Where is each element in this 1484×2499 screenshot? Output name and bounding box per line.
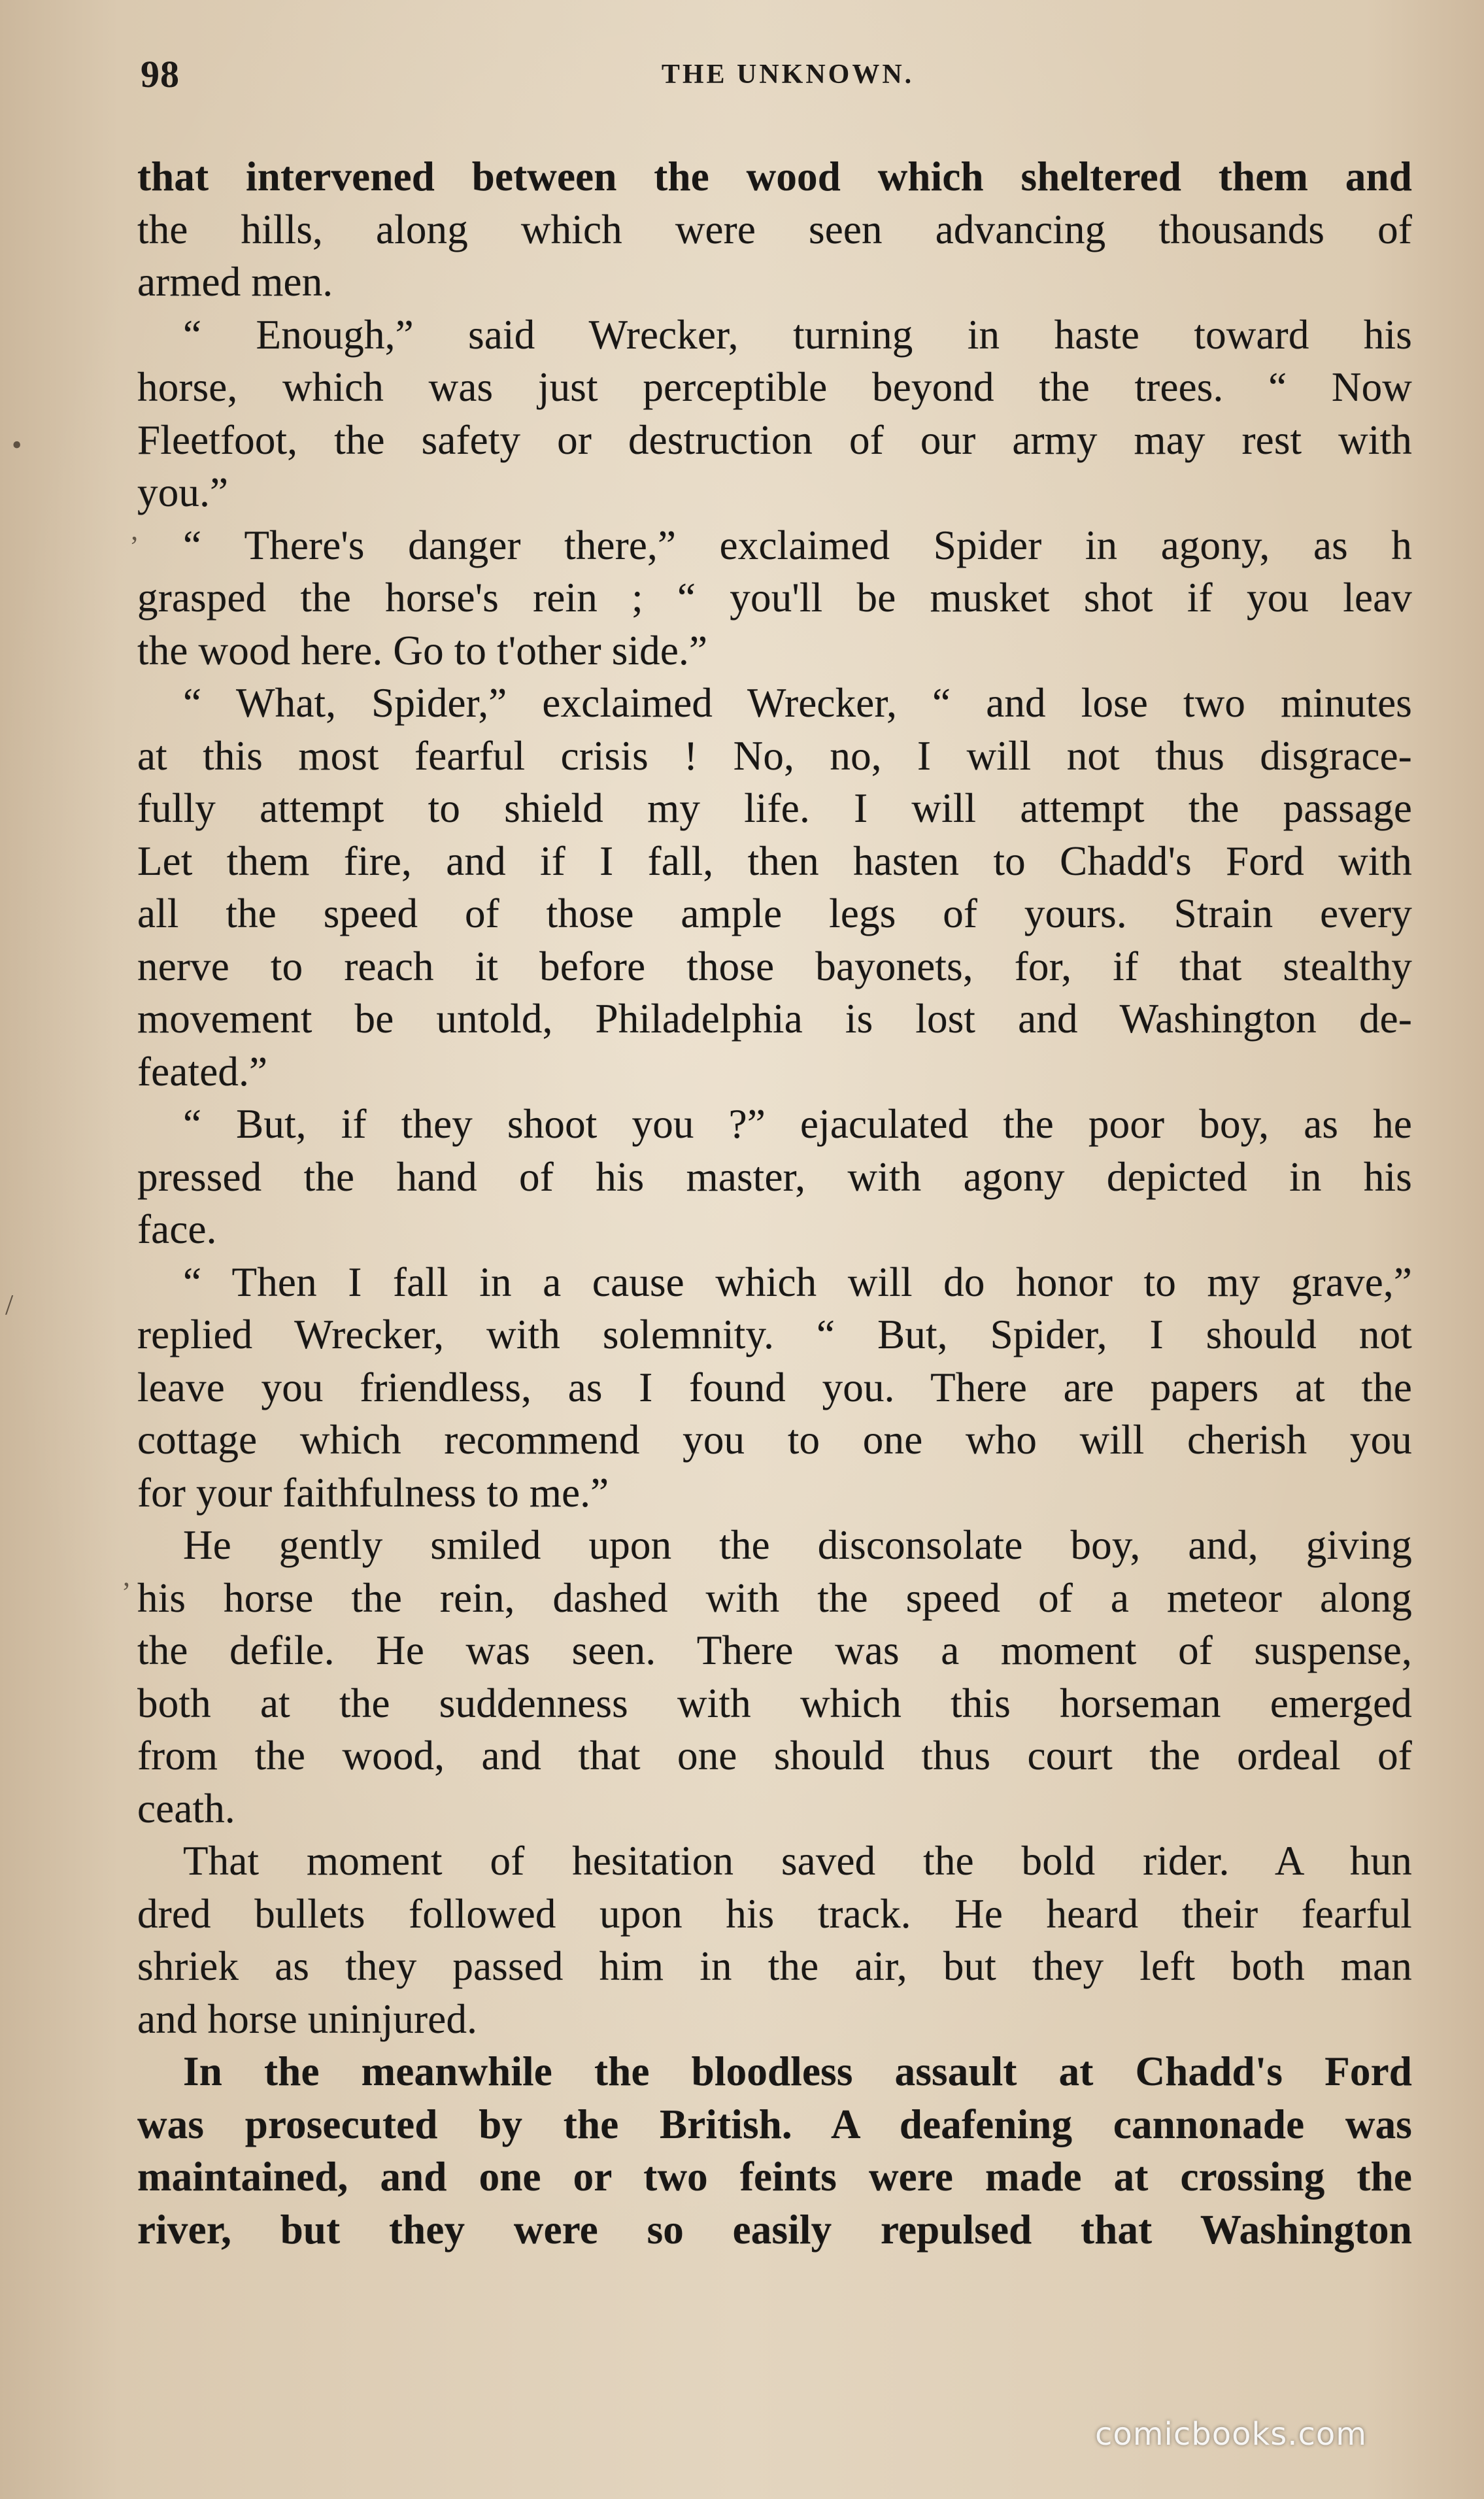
text-line: “ Enough,” said Wrecker, turning in haste toward his: [183, 311, 1412, 358]
text-line: Fleetfoot, the safety or destruction of our army may rest with: [137, 416, 1412, 463]
text-line: horse, which was just perceptible beyond the trees. “ Now: [137, 364, 1412, 410]
text-line: pressed the hand of his master, with agony depicted in his: [137, 1153, 1412, 1200]
text-line: you.”: [137, 469, 229, 515]
text-line: maintained, and one or two feints were made at crossing the: [137, 2154, 1412, 2200]
page-header: [141, 47, 1412, 106]
text-line: “ Then I fall in a cause which will do honor to my grave,”: [183, 1259, 1412, 1305]
text-line: that intervened between the wood which sheltered them and: [137, 154, 1412, 199]
text-line: That moment of hesitation saved the bold rider. A hun: [183, 1838, 1412, 1884]
text-line: his horse the rein, dashed with the speed of a meteor along: [137, 1574, 1412, 1621]
text-line: from the wood, and that one should thus court the ordeal of: [137, 1733, 1412, 1778]
text-line: replied Wrecker, with solemnity. “ But, Spider, I should not: [137, 1312, 1412, 1357]
text-line: was prosecuted by the British. A deafening cannonade was: [137, 2101, 1412, 2147]
margin-mark: ,: [123, 1560, 130, 1592]
text-line: leave you friendless, as I found you. There are papers at the: [137, 1364, 1412, 1410]
text-line: In the meanwhile the bloodless assault at Chadd's Ford: [183, 2048, 1412, 2094]
text-line: fully attempt to shield my life. I will attempt the passage: [137, 785, 1412, 831]
body-text: [137, 150, 1412, 2308]
watermark: comicbooks.com: [1095, 2416, 1368, 2453]
text-line: the hills, along which were seen advancing thousands of: [137, 206, 1412, 252]
text-line: nerve to reach it before those bayonets, for, if that stealthy: [137, 943, 1412, 989]
text-line: both at the suddenness with which this horseman emerged: [137, 1680, 1412, 1726]
text-line: movement be untold, Philadelphia is lost and Washington de-: [137, 996, 1412, 1042]
text-line: grasped the horse's rein ; “ you'll be musket shot if you leav: [137, 575, 1412, 620]
text-line: at this most fearful crisis ! No, no, I will not thus disgrace-: [137, 732, 1412, 779]
text-line: cottage which recommend you to one who will cherish you: [137, 1417, 1412, 1463]
text-line: feated.”: [137, 1048, 268, 1095]
text-line: and horse uninjured.: [137, 1996, 478, 2042]
text-line: the wood here. Go to t'other side.”: [137, 627, 708, 673]
text-line: He gently smiled upon the disconsolate boy, and, giving: [183, 1522, 1412, 1568]
page-number: 98: [141, 53, 180, 95]
margin-mark: •: [12, 429, 22, 461]
text-line: dred bullets followed upon his track. He heard their fearful: [137, 1890, 1412, 1937]
text-line: “ But, if they shoot you ?” ejaculated the poor boy, as he: [183, 1101, 1412, 1147]
text-line: river, but they were so easily repulsed that Washington: [137, 2206, 1412, 2252]
text-line: ceath.: [137, 1785, 235, 1831]
text-line: for your faithfulness to me.”: [137, 1469, 609, 1516]
running-head: THE UNKNOWN.: [661, 60, 915, 90]
text-line: all the speed of those ample legs of yours. Strain every: [137, 891, 1412, 936]
text-line: the defile. He was seen. There was a moment of suspense,: [137, 1627, 1412, 1673]
text-line: Let them fire, and if I fall, then hasten to Chadd's Ford with: [137, 838, 1412, 884]
text-line: shriek as they passed him in the air, but they left both man: [137, 1943, 1412, 1989]
text-line: armed men.: [137, 259, 333, 305]
margin-mark: /: [5, 1289, 14, 1321]
text-line: “ What, Spider,” exclaimed Wrecker, “ and lose two minutes: [183, 680, 1412, 726]
margin-mark: ’: [129, 530, 139, 562]
text-line: face.: [137, 1206, 217, 1252]
text-line: “ There's danger there,” exclaimed Spider in agony, as h: [183, 522, 1412, 568]
